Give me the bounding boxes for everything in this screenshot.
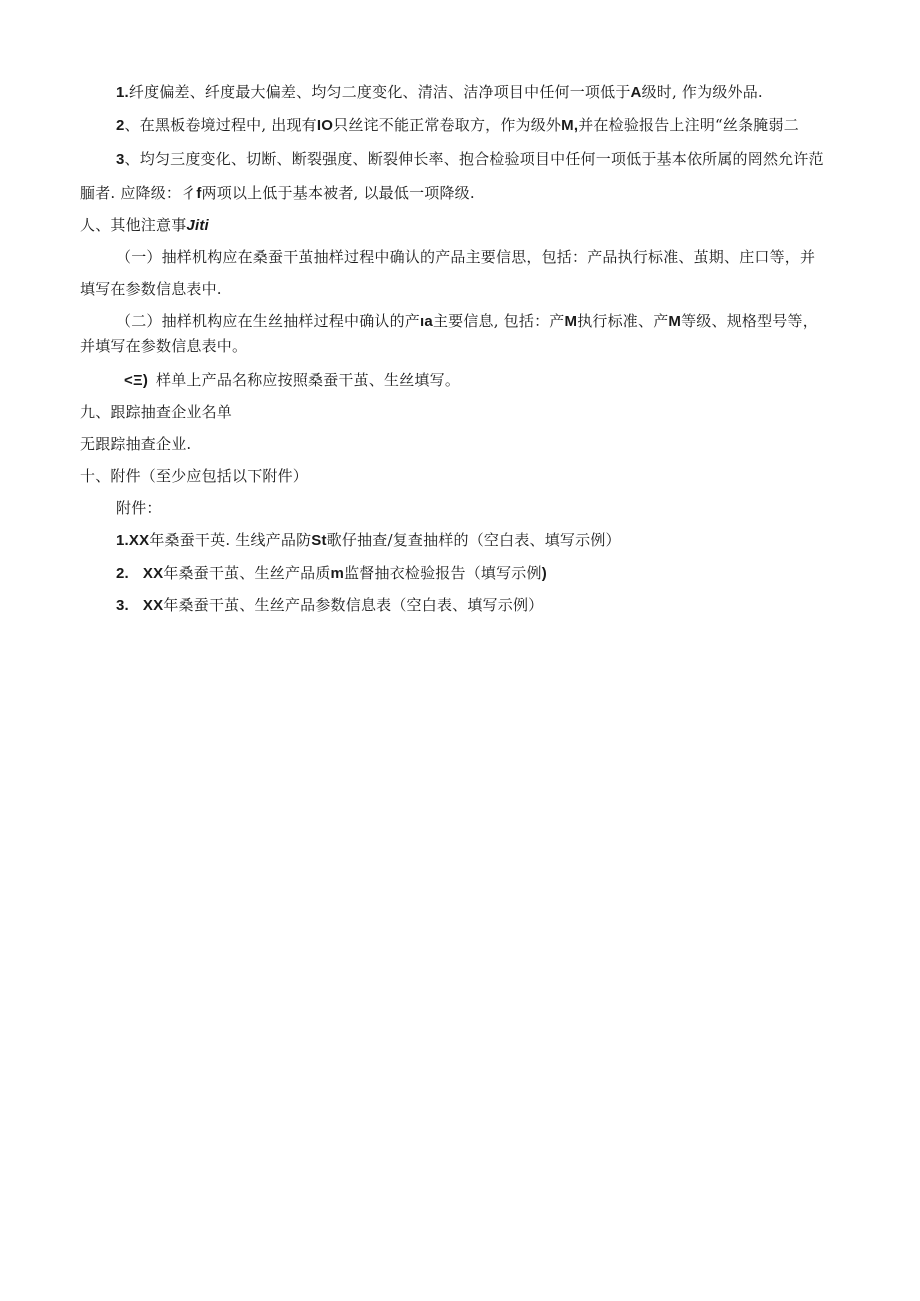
attachment-1-number: 1.XX	[116, 532, 150, 549]
section-9-body	[80, 434, 191, 454]
section-8-title: 人、其他注意事	[80, 216, 187, 234]
paragraph-3	[116, 149, 824, 170]
item-2-m1: M	[564, 313, 578, 330]
attachment-3-text: 年桑蚕干茧、生丝产品参数信息表（空白表、填写示例）	[163, 596, 544, 614]
item-3-number: <Ξ)	[124, 372, 149, 389]
item-2-text-d: 等级、规格型号等，	[681, 312, 818, 330]
attachment-2-tail: )	[541, 565, 547, 582]
paragraph-3-text: 、均匀三度变化、切断、断裂强度、断裂伸长率、抱合检验项目中任何一项低于基本依所属的罔然允许范	[124, 150, 824, 168]
item-1b-text: 填写在参数信息表中.	[80, 280, 222, 298]
item-3	[124, 370, 460, 391]
attachment-2-text-a: 年桑蚕干茧、生丝产品质	[163, 564, 331, 582]
paragraph-2-text-tail: 并在检验报告上注明“丝条腌弱二	[578, 116, 799, 134]
paragraph-1-number: 1.	[116, 84, 129, 101]
paragraph-2-io: IO	[316, 117, 334, 134]
item-3-text: 样单上产品名称应按照桑蚕干茧、生丝填写。	[156, 371, 461, 389]
section-9-heading	[80, 402, 232, 422]
section-8-title-tail: Jiti	[186, 217, 209, 234]
section-10-title: 十、附件（至少应包括以下附件）	[80, 467, 309, 485]
attachment-1-text-b: 歌仔抽查/复查抽样的（空白表、填写示例）	[326, 531, 621, 549]
attachment-item-1	[116, 530, 621, 551]
attachments-label-text: 附件：	[116, 499, 162, 517]
item-2	[116, 311, 818, 332]
paragraph-1-text: 纤度偏差、纤度最大偏差、均匀二度变化、清洁、洁净项目中任何一项低于	[128, 83, 631, 101]
paragraph-3b-f: f	[196, 185, 202, 202]
item-2-a: ıa	[420, 313, 433, 330]
item-1-continuation	[80, 279, 222, 299]
paragraph-1	[116, 82, 763, 103]
paragraph-3b-text: 腼者. 应降级：彳	[80, 184, 197, 202]
section-8-heading	[80, 215, 209, 236]
paragraph-1-text-tail: 级时, 作为级外品.	[641, 83, 763, 101]
paragraph-3b-text-tail: 两项以上低于基本被者, 以最低一项降级.	[201, 184, 475, 202]
paragraph-2-m: M,	[561, 117, 579, 134]
paragraph-2-number: 2	[116, 117, 125, 134]
section-10-heading	[80, 466, 308, 486]
attachment-item-3	[116, 595, 543, 616]
item-2-m2: M	[668, 313, 682, 330]
item-2-text-a: （二）抽样机构应在生丝抽样过程中确认的产	[116, 312, 421, 330]
section-9-body-text: 无跟踪抽查企业.	[80, 435, 192, 453]
attachment-2-m: m	[330, 565, 345, 582]
paragraph-1-grade: A	[630, 84, 642, 101]
attachment-2-xx: XX	[142, 565, 164, 582]
attachment-1-text-a: 年桑蚕干英. 生线产品防	[149, 531, 312, 549]
attachments-label	[116, 498, 162, 518]
item-2b-text: 并填写在参数信息表中。	[80, 337, 248, 355]
item-1	[116, 247, 815, 267]
attachment-3-xx: XX	[142, 597, 164, 614]
section-9-title: 九、跟踪抽查企业名单	[80, 403, 233, 421]
item-1-text: （一）抽样机构应在桑蚕干茧抽样过程中确认的产品主要信思，包括：产品执行标准、茧期、庄口等，并	[116, 248, 816, 266]
item-2-text-c: 执行标准、产	[577, 312, 669, 330]
paragraph-2-text: 、在黑板卷境过程中, 出现有	[124, 116, 317, 134]
paragraph-3-continuation	[80, 183, 475, 204]
item-2-text-b: 主要信息, 包括：产	[432, 312, 565, 330]
attachment-1-st: St	[311, 532, 327, 549]
item-2-continuation	[80, 336, 247, 356]
paragraph-3-number: 3	[116, 151, 125, 168]
paragraph-2	[116, 115, 799, 136]
attachment-3-number: 3.	[116, 597, 129, 614]
attachment-2-text-b: 监督抽衣检验报告（填写示例	[344, 564, 542, 582]
attachment-2-number: 2.	[116, 565, 129, 582]
paragraph-2-text-mid: 只丝诧不能正常卷取方，作为级外	[333, 116, 562, 134]
attachment-item-2	[116, 563, 547, 584]
